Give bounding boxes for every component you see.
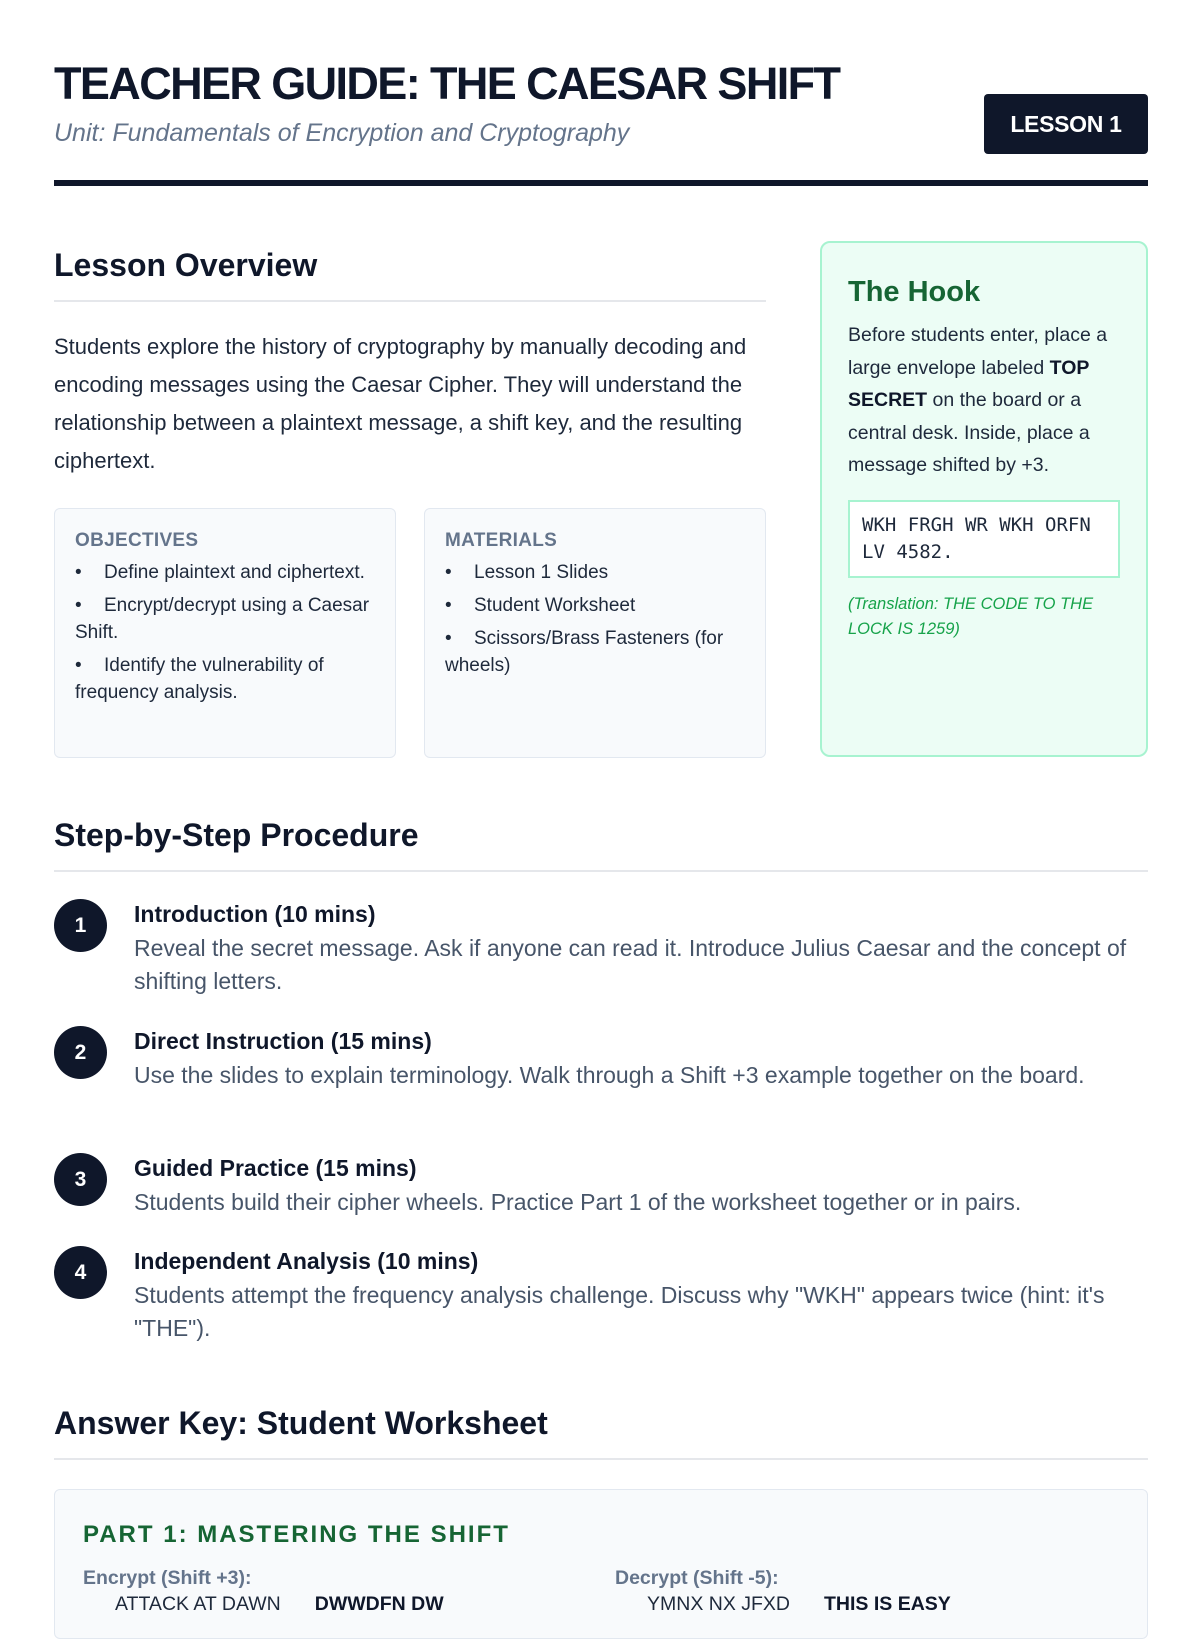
objectives-box — [54, 508, 396, 758]
list-item — [445, 559, 745, 586]
step-number-badge: 2 — [54, 1026, 107, 1079]
cipher-translation: (Translation: THE CODE TO THE LOCK IS 1259) — [848, 594, 1094, 638]
bullet-icon: • — [445, 562, 452, 583]
objective-text: Identify the vulnerability of frequency analysis. — [75, 655, 324, 703]
objective-text: Encrypt/decrypt using a Caesar Shift. — [75, 595, 370, 643]
encrypt-row — [115, 1591, 444, 1617]
page-subtitle: Unit: Fundamentals of Encryption and Cryptography — [54, 119, 630, 147]
decrypt-question: YMNX NX JFXD — [647, 1593, 791, 1615]
step-title: Introduction (10 mins) — [134, 901, 376, 927]
materials-list — [445, 559, 745, 679]
lesson-badge: LESSON 1 — [984, 94, 1148, 154]
step-number-badge: 1 — [54, 899, 107, 952]
objective-text: Define plaintext and ciphertext. — [104, 562, 365, 583]
step-title: Direct Instruction (15 mins) — [134, 1028, 432, 1054]
answer-key-box — [54, 1489, 1148, 1639]
cipher-message: WKH FRGH WR WKH ORFN LV 4582. — [848, 500, 1120, 578]
decrypt-answer: THIS IS EASY — [824, 1593, 951, 1615]
hook-text-bold: TOP SECRET — [848, 356, 1090, 411]
page-header — [54, 58, 1148, 188]
materials-box — [424, 508, 766, 758]
bullet-icon: • — [75, 562, 82, 583]
step-title: Independent Analysis (10 mins) — [134, 1248, 479, 1274]
part-title: PART 1: MASTERING THE SHIFT — [83, 1521, 510, 1548]
overview-divider — [54, 300, 766, 302]
list-item — [75, 592, 375, 646]
hook-text-part: Before students enter, place a large envelope labeled — [848, 324, 1108, 379]
material-text: Student Worksheet — [474, 595, 636, 616]
hook-text-part: on the board or a central desk. Inside, place a message shifted by +3. — [848, 389, 1090, 476]
step-description: Students attempt the frequency analysis challenge. Discuss why "WKH" appears twice (hint: it's "THE"). — [134, 1282, 1105, 1341]
answer-key-heading: Answer Key: Student Worksheet — [54, 1405, 548, 1441]
bullet-icon: • — [445, 595, 452, 616]
encrypt-label: Encrypt (Shift +3): — [83, 1567, 252, 1589]
objectives-title: OBJECTIVES — [75, 530, 199, 551]
encrypt-answer: DWWDFN DW — [314, 1593, 444, 1615]
step-description: Use the slides to explain terminology. Walk through a Shift +3 example together on the board. — [134, 1062, 1085, 1088]
lesson-overview-heading: Lesson Overview — [54, 247, 318, 283]
bullet-icon: • — [445, 628, 452, 649]
overview-text: Students explore the history of cryptography by manually decoding and encoding messages using the Caesar Cipher. They will understand the relationship between a plaintext message, a shift key, and the resulting ciphertext. — [54, 334, 747, 473]
objectives-list — [75, 559, 375, 706]
procedure-heading: Step-by-Step Procedure — [54, 817, 419, 853]
encrypt-question: ATTACK AT DAWN — [115, 1593, 281, 1615]
step-description: Reveal the secret message. Ask if anyone can read it. Introduce Julius Caesar and the concept of shifting letters. — [134, 935, 1127, 994]
procedure-divider — [54, 870, 1148, 872]
decrypt-row — [647, 1591, 951, 1617]
materials-title: MATERIALS — [445, 530, 558, 551]
hook-callout — [820, 241, 1148, 757]
step-number-badge: 3 — [54, 1153, 107, 1206]
list-item — [75, 559, 375, 586]
list-item — [75, 652, 375, 706]
material-text: Lesson 1 Slides — [474, 562, 609, 583]
list-item — [445, 592, 745, 619]
step-description: Students build their cipher wheels. Practice Part 1 of the worksheet together or in pairs. — [134, 1189, 1022, 1215]
step-number-badge: 4 — [54, 1246, 107, 1299]
page-title: TEACHER GUIDE: THE CAESAR SHIFT — [54, 58, 840, 109]
answer-key-divider — [54, 1458, 1148, 1460]
material-text: Scissors/Brass Fasteners (for wheels) — [445, 628, 724, 676]
hook-text — [848, 319, 1120, 482]
list-item — [445, 625, 745, 679]
step-title: Guided Practice (15 mins) — [134, 1155, 417, 1181]
bullet-icon: • — [75, 595, 82, 616]
header-divider — [54, 180, 1148, 186]
hook-title: The Hook — [848, 276, 981, 308]
decrypt-label: Decrypt (Shift -5): — [615, 1567, 779, 1589]
bullet-icon: • — [75, 655, 82, 676]
